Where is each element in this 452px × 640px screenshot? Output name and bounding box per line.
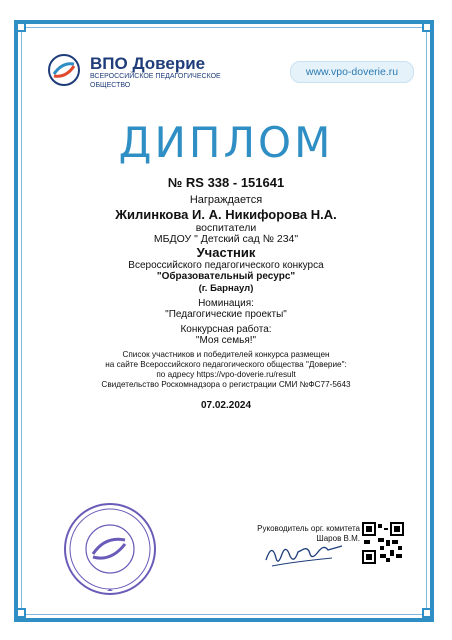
signer-name: Шаров В.М.: [316, 534, 360, 543]
work-label: Конкурсная работа:: [180, 324, 272, 335]
contest-line: Всероссийского педагогического конкурса: [128, 260, 324, 271]
info-line: Свидетельство Роскомнадзора о регистрации СМИ №ФС77-5643: [101, 380, 351, 389]
awarded-label: Награждается: [189, 194, 263, 206]
award-status: Участник: [196, 245, 256, 260]
issue-date: 07.02.2024: [200, 400, 252, 411]
diploma-title: ДИПЛОМ: [118, 118, 334, 167]
recipient-position: воспитатели: [195, 222, 257, 234]
diploma-number: № RS 338 - 151641: [167, 175, 285, 190]
corner-ornament: [16, 22, 26, 32]
corner-ornament: [16, 608, 26, 618]
signer-title: Руководитель орг. комитета: [257, 524, 360, 533]
brand-logo: [48, 54, 248, 94]
website-link[interactable]: www.vpo-doverie.ru: [290, 61, 414, 83]
recipient-organization: МБДОУ " Детский сад № 234": [153, 233, 299, 245]
work-value: "Моя семья!": [195, 335, 257, 346]
logo-icon: [48, 54, 80, 86]
logo-title: ВПО Доверие: [90, 54, 206, 73]
qr-code-icon[interactable]: [362, 522, 404, 564]
corner-ornament: [422, 22, 432, 32]
info-line: Список участников и победителей конкурса размещен: [122, 350, 330, 359]
corner-ornament: [422, 608, 432, 618]
contest-name: "Образовательный ресурс": [156, 271, 296, 282]
recipient-names: Жилинкова И. А. Никифорова Н.А.: [115, 207, 337, 222]
info-line: по адресу https://vpo-doverie.ru/result: [156, 370, 296, 379]
info-line: на сайте Всероссийского педагогического общества "Доверие":: [105, 360, 347, 369]
official-seal-icon: [63, 502, 157, 596]
logo-subtitle: ВСЕРОССИЙСКОЕ ПЕДАГОГИЧЕСКОЕ ОБЩЕСТВО: [90, 73, 221, 89]
signature-icon: [262, 532, 347, 574]
contest-city: (г. Барнаул): [198, 283, 254, 294]
nomination-value: "Педагогические проекты": [165, 309, 287, 320]
nomination-label: Номинация:: [198, 298, 254, 309]
